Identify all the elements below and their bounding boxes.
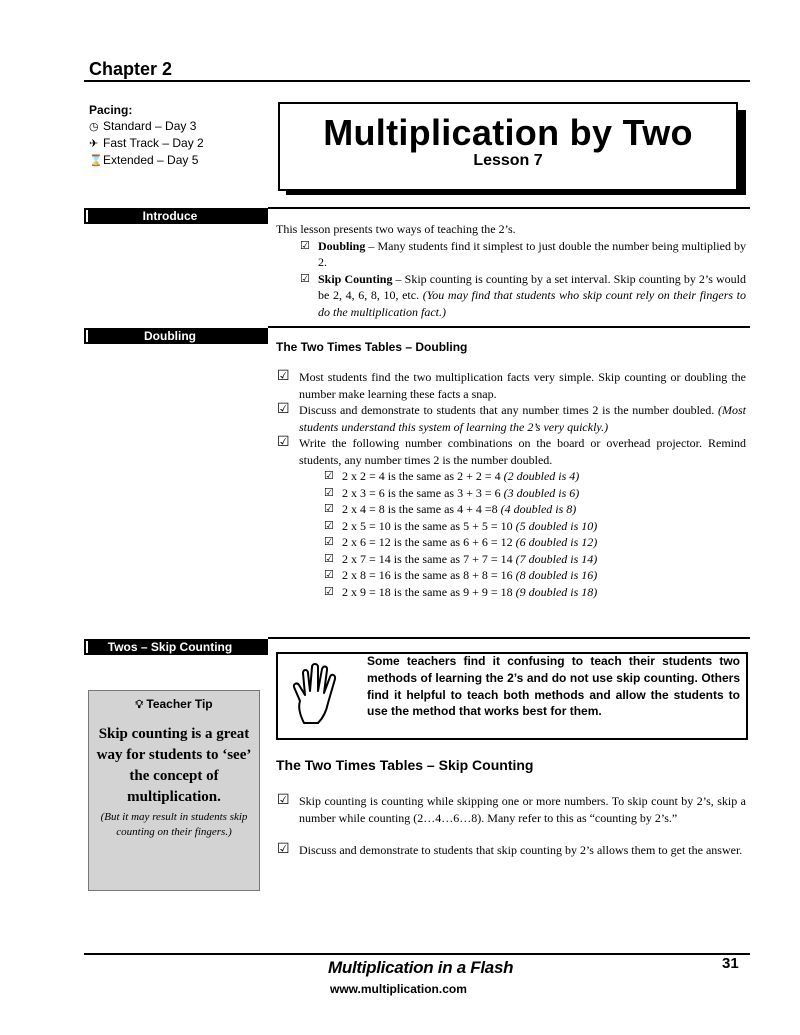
skip-heading: The Two Times Tables – Skip Counting [276,757,534,773]
lesson-title: Multiplication by Two [323,112,693,153]
skip-list [277,793,746,859]
fact-row: ☑ 2 x 7 = 14 is the same as 7 + 7 = 14 (7 doubled is 14) [324,551,598,566]
teacher-tip-note: (But it may result in students skip counting on their fingers.) [100,811,248,838]
list-item: ☑ Discuss and demonstrate to students that any number times 2 is the number doubled. (Most students understand this system of learning the 2’s very quickly.) [277,402,746,434]
checkbox-icon: ☑ [324,503,334,515]
checkbox-icon: ☑ [300,272,310,285]
lightbulb-icon: 💡︎ [135,699,144,711]
list-item: ☑ Most students find the two multiplication facts very simple. Skip counting or doubling the number make learning these facts a snap. [277,369,746,401]
page-number: 31 [722,955,739,972]
teacher-tip-heading: 💡︎ Teacher Tip [135,697,213,711]
fact-row: ☑ 2 x 2 = 4 is the same as 2 + 2 = 4 (2 doubled is 4) [324,469,580,483]
footer-book-title: Multiplication in a Flash [328,958,514,977]
pacing-item-fast-track: ✈ Fast Track – Day 2 [89,136,204,150]
checkbox-icon: ☑ [277,369,290,384]
fact-row: ☑ 2 x 9 = 18 is the same as 9 + 9 = 18 (9 doubled is 18) [324,584,598,599]
hand-icon [290,663,342,727]
checkbox-icon: ☑ [324,519,334,532]
footer-rule [84,953,750,955]
checkbox-icon: ☑ [324,569,334,581]
section-rule-introduce [268,207,750,209]
pacing-item-extended: ⌛Extended – Day 5 [89,153,199,167]
fact-row: ☑ 2 x 8 = 16 is the same as 8 + 8 = 16 (8 doubled is 16) [324,568,598,582]
title-box [278,102,738,191]
bullet-doubling: ☑ Doubling – Many students find it simplest to just double the number being multiplied by 2. [300,238,746,269]
fact-row: ☑ 2 x 4 = 8 is the same as 4 + 4 =8 (4 doubled is 8) [324,502,577,516]
checkbox-icon: ☑ [277,793,290,808]
facts-list [324,468,746,600]
doubling-heading: The Two Times Tables – Doubling [276,340,468,354]
tab-doubling: Doubling [84,328,268,344]
bullet-skip-counting: ☑ Skip Counting – Skip counting is counting by a set interval. Skip counting by 2’s would be 2, 4, 6, 8, 10, etc. (You may find that students who skip count rely on their fingers to do the multiplication fact.) [300,271,747,319]
fact-row: ☑ 2 x 3 = 6 is the same as 3 + 3 = 6 (3 doubled is 6) [324,485,580,500]
checkbox-icon: ☑ [300,239,310,252]
teacher-tip-box [88,690,260,891]
checkbox-icon: ☑ [324,470,334,482]
doubling-list [277,369,746,600]
list-item: ☑ Write the following number combinations on the board or overhead projector. Remind students, any number times 2 is the number doubled. [277,435,746,467]
fact-row: ☑ 2 x 6 = 12 is the same as 6 + 6 = 12 (6 doubled is 12) [324,535,598,549]
teacher-tip-main: Skip counting is a great way for students to ‘see’ the concept of multiplication. [96,726,252,805]
checkbox-icon: ☑ [277,402,290,417]
intro-paragraph: This lesson presents two ways of teaching the 2’s. [276,222,516,236]
checkbox-icon: ☑ [277,842,290,857]
checkbox-icon: ☑ [324,486,334,499]
introduce-text [276,221,746,320]
checkbox-icon: ☑ [324,536,334,548]
section-rule-doubling [268,326,750,328]
pacing-heading: Pacing: [89,103,133,117]
header-rule [84,80,750,82]
callout-text: Some teachers find it confusing to teach their students two methods of learning the 2’s and do not use skip counting. Others find it helpful to teach both methods and allow the students to use the method that works best for them. [367,654,740,719]
clock-icon: ◷ [89,121,99,133]
lesson-number: Lesson 7 [473,152,543,169]
pacing-item-standard: ◷ Standard – Day 3 [89,119,197,133]
checkbox-icon: ☑ [277,435,290,450]
tab-introduce: Introduce [84,208,268,224]
chapter-heading: Chapter 2 [89,59,173,79]
fact-row: ☑ 2 x 5 = 10 is the same as 5 + 5 = 10 (5 doubled is 10) [324,518,598,533]
airplane-icon: ✈ [89,138,99,150]
checkbox-icon: ☑ [324,585,334,598]
section-rule-skip [268,637,750,639]
list-item: ☑ Skip counting is counting while skipping one or more numbers. To skip count by 2’s, skip a number while counting (2…4…6…8). Many refer to this as “counting by 2’s.” [277,793,746,825]
tab-skip-counting: Twos – Skip Counting [84,639,268,655]
checkbox-icon: ☑ [324,552,334,565]
hourglass-icon: ⌛ [89,155,103,167]
footer-url: www.multiplication.com [330,982,467,996]
list-item: ☑ Discuss and demonstrate to students that skip counting by 2’s allows them to get the answer. [277,842,743,857]
pacing-block [89,102,204,169]
